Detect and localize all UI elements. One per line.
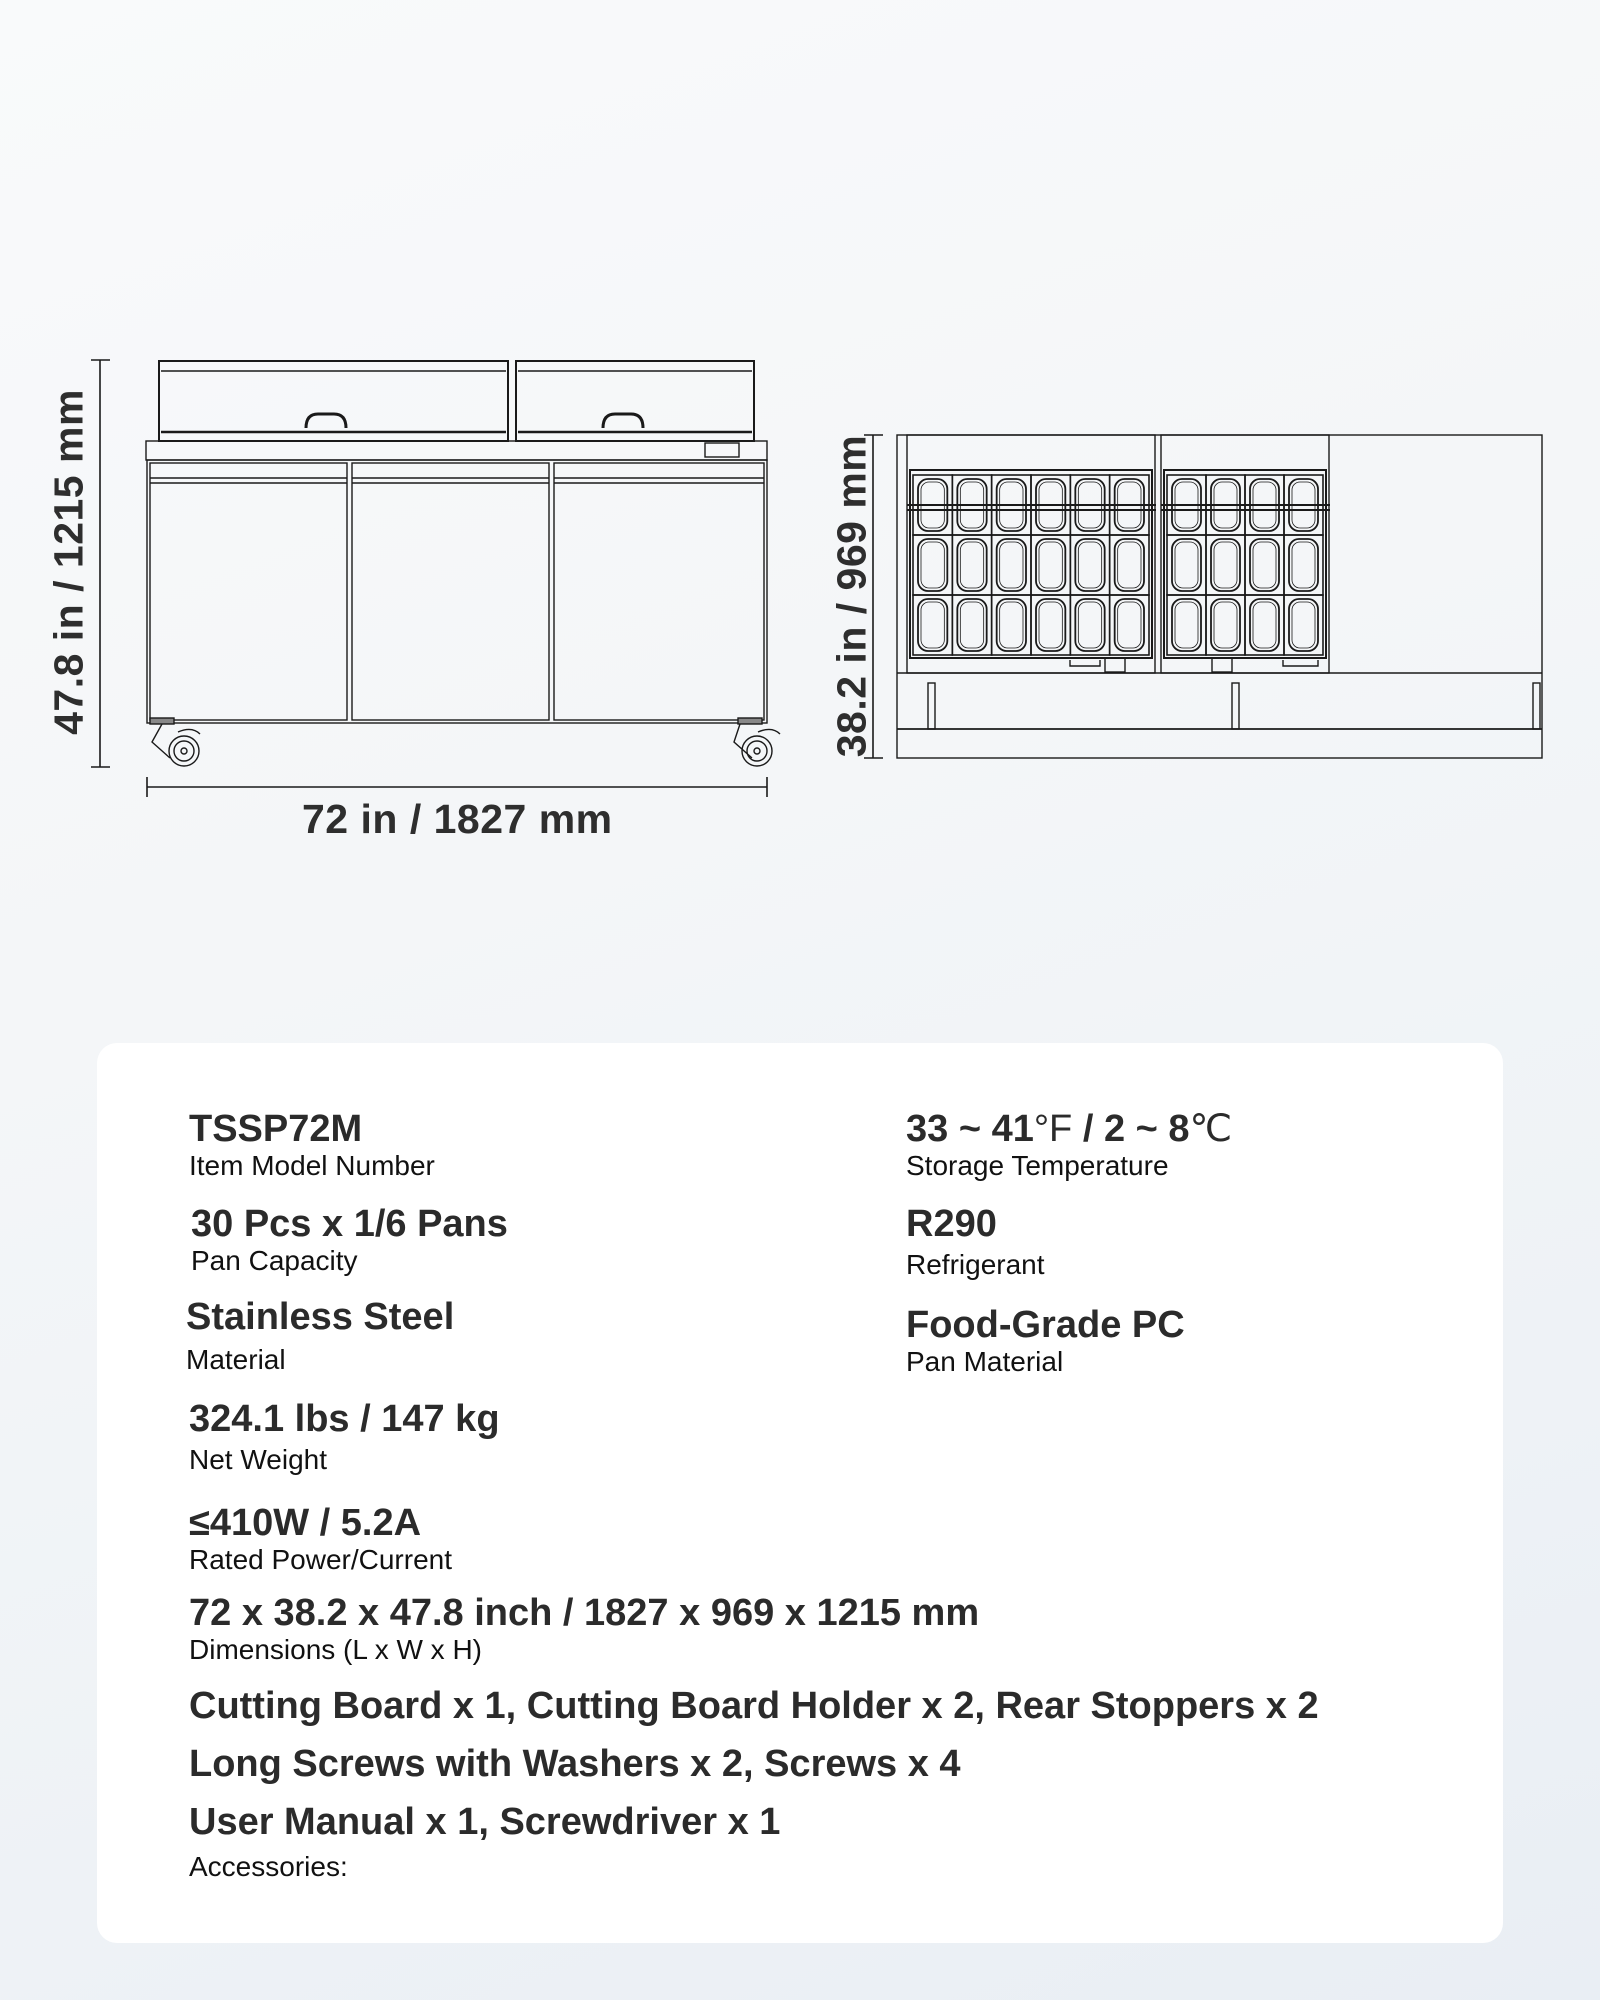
spec-temperature (906, 1110, 1232, 1180)
spec-label: Dimensions (L x W x H) (189, 1634, 483, 1665)
spec-value: ≤410W / 5.2A (189, 1502, 422, 1544)
spec-label: Refrigerant (906, 1249, 1045, 1280)
spec-label: Accessories: (189, 1851, 348, 1882)
spec-pan-capacity (191, 1205, 508, 1275)
pan-grid-right (1167, 475, 1323, 655)
spec-value: TSSP72M (189, 1108, 363, 1150)
celsius-unit: ℃ (1189, 1108, 1233, 1150)
height-dimension-label: 47.8 in / 1215 mm (45, 389, 92, 735)
spec-refrigerant (906, 1205, 1045, 1279)
temp-celsius-range: 2 ~ 8 (1103, 1108, 1190, 1150)
spec-value: 30 Pcs x 1/6 Pans (191, 1203, 508, 1245)
temp-fahrenheit-range: 33 ~ 41 (906, 1108, 1034, 1150)
spec-material (186, 1298, 454, 1374)
accessories-line-1: Cutting Board x 1, Cutting Board Holder x 2, Rear Stoppers x 2 (189, 1685, 1319, 1727)
spec-model (189, 1110, 435, 1180)
spec-value: Stainless Steel (186, 1296, 455, 1338)
depth-dimension-label: 38.2 in / 969 mm (828, 434, 875, 758)
spec-label: Pan Capacity (191, 1245, 358, 1276)
spec-value: R290 (906, 1203, 997, 1245)
spec-value: Food-Grade PC (906, 1304, 1185, 1346)
accessories-line-3: User Manual x 1, Screwdriver x 1 (189, 1801, 781, 1843)
spec-dimensions (189, 1594, 979, 1664)
spec-value: 324.1 lbs / 147 kg (189, 1398, 500, 1440)
spec-label: Storage Temperature (906, 1150, 1169, 1181)
spec-value (906, 1110, 1232, 1148)
spec-label: Net Weight (189, 1444, 327, 1475)
spec-net-weight (189, 1400, 500, 1474)
spec-label: Rated Power/Current (189, 1544, 453, 1575)
spec-power (189, 1504, 452, 1574)
separator: / (1072, 1108, 1104, 1150)
spec-label: Item Model Number (189, 1150, 435, 1181)
fahrenheit-unit: °F (1033, 1108, 1073, 1150)
spec-accessories (189, 1849, 348, 1881)
pan-grid-left (913, 475, 1149, 655)
accessories-line-2: Long Screws with Washers x 2, Screws x 4 (189, 1743, 961, 1785)
spec-label: Material (186, 1344, 286, 1375)
width-dimension-label: 72 in / 1827 mm (302, 796, 613, 842)
spec-value: 72 x 38.2 x 47.8 inch / 1827 x 969 x 1215 mm (189, 1592, 980, 1634)
spec-pan-material (906, 1306, 1185, 1376)
spec-label: Pan Material (906, 1346, 1064, 1377)
